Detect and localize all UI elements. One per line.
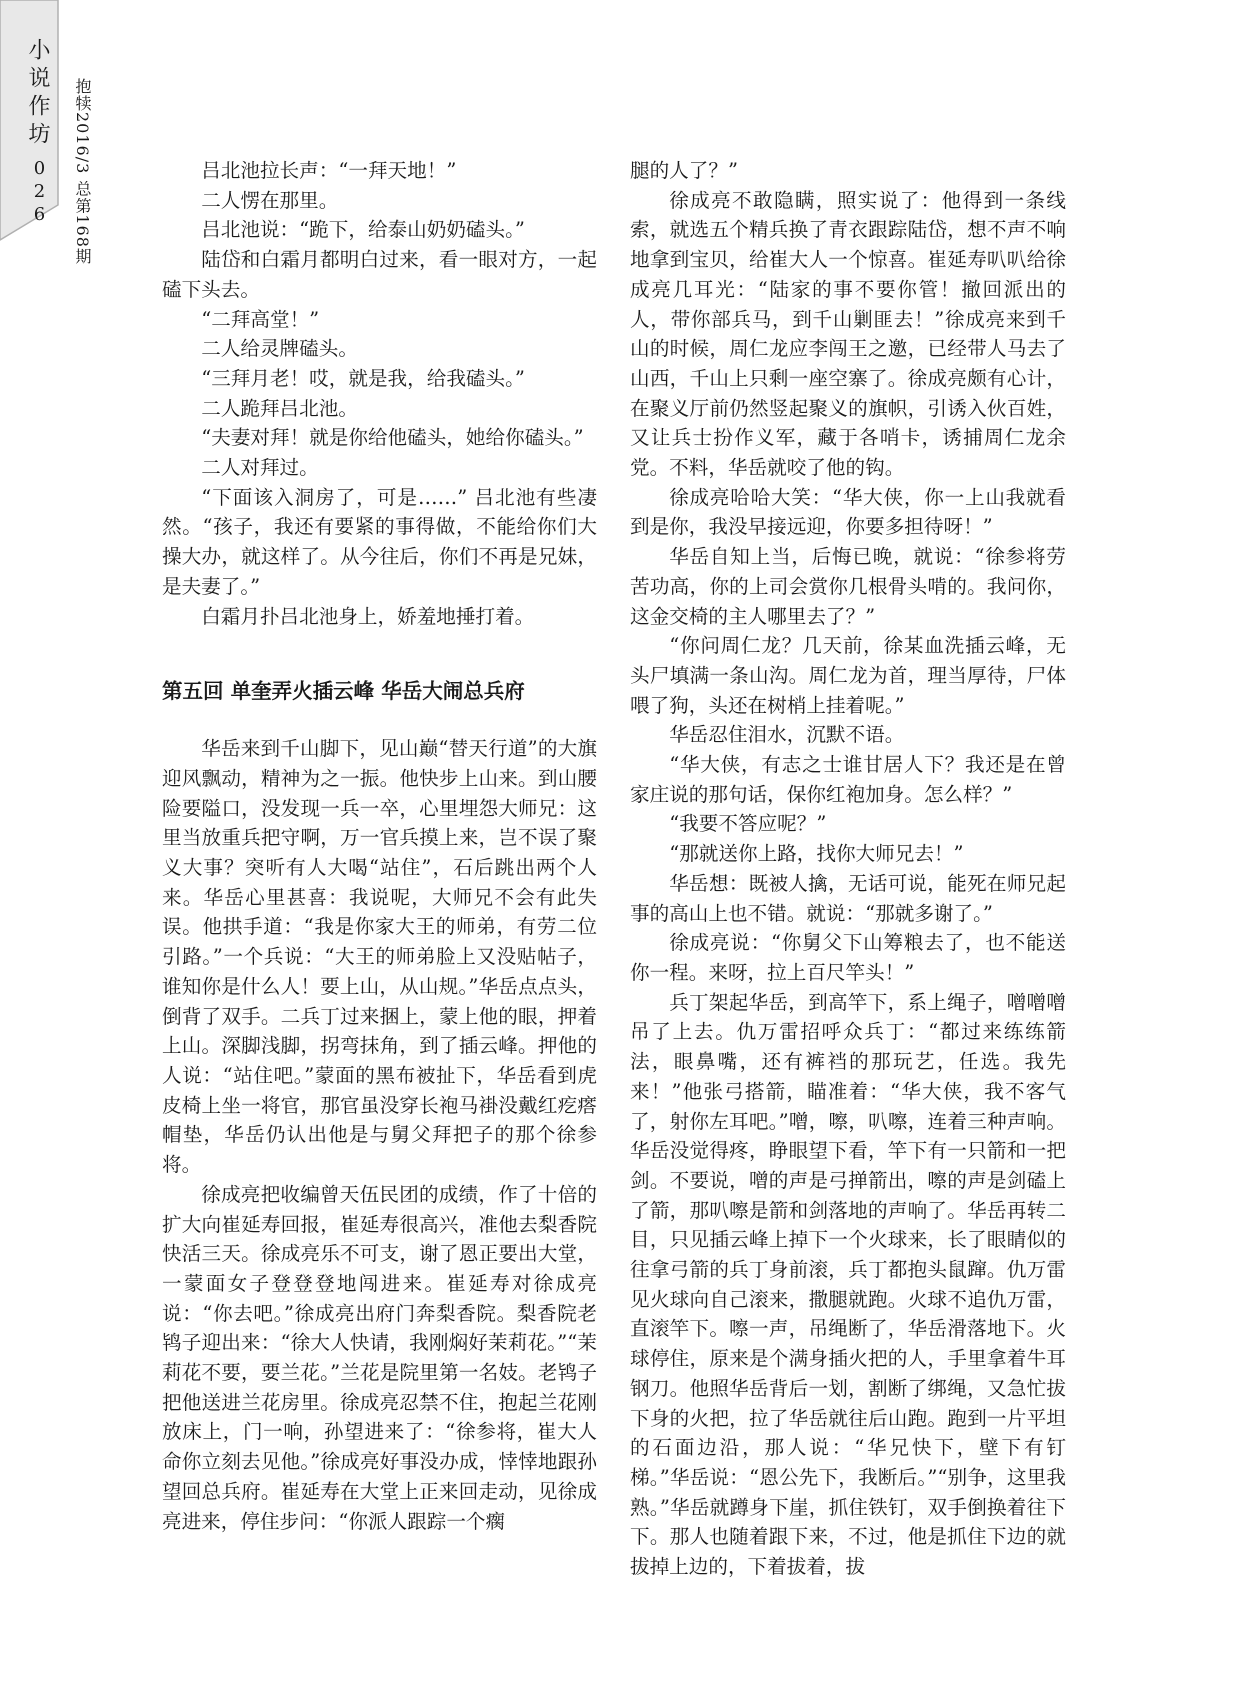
paragraph: “二拜高堂！” (201, 307, 320, 331)
paragraph: “下面该入洞房了，可是……” 吕北池有些凄然。“孩子，我还有要紧的事得做，不能给你们大操大办，就这样了。从今往后，你们不再是兄妹，是夫妻了。” (162, 485, 597, 598)
paragraph: “夫妻对拜！就是你给他磕头，她给你磕头。” (201, 426, 584, 450)
paragraph: “华大侠，有志之士谁甘居人下？我还是在曾家庄说的那句话，保你红袍加身。怎么样？” (630, 753, 1066, 806)
sidebar-tab (0, 0, 60, 250)
paragraph: 二人对拜过。 (201, 456, 319, 480)
paragraph: “那就送你上路，找你大师兄去！” (669, 842, 964, 866)
left-column (162, 156, 597, 1536)
left-paragraphs-before (162, 156, 597, 631)
paragraph: 吕北池说：“跪下，给泰山奶奶磕头。” (201, 218, 525, 242)
paragraph: “你问周仁龙？几天前，徐某血洗插云峰，无头尸填满一条山沟。周仁龙为首，理当厚待，尸体喂了狗，头还在树梢上挂着呢。” (630, 634, 1066, 717)
paragraph: 白霜月扑吕北池身上，娇羞地捶打着。 (201, 604, 535, 628)
paragraph: 徐成亮把收编曾天伍民团的成绩，作了十倍的扩大向崔延寿回报，崔延寿很高兴，准他去梨香院快活三天。徐成亮乐不可支，谢了恩正要出大堂，一蒙面女子登登登地闯进来。崔延寿对徐成亮说：“你去吧。”徐成亮出府门奔梨香院。梨香院老鸨子迎出来：“徐大人快请，我刚焖好茉莉花。”“茉莉花不要，要兰花。”兰花是院里第一名妓。老鸨子把他送进兰花房里。徐成亮忍禁不住，抱起兰花刚放床上，门一响，孙望进来了：“徐参将，崔大人命你立刻去见他。”徐成亮好事没办成，悻悻地跟孙望回总兵府。崔延寿在大堂上正来回走动，见徐成亮进来，停住步问：“你派人跟踪一个瘸 (162, 1182, 597, 1533)
left-paragraphs-after (162, 734, 597, 1536)
paragraph: 华岳自知上当，后悔已晚，就说：“徐参将劳苦功高，你的上司会赏你几根骨头啃的。我问你，这金交椅的主人哪里去了？” (630, 545, 1066, 628)
issue-info: 抱犊2016/3 总第168期 (73, 78, 92, 265)
paragraph: 腿的人了？” (630, 159, 738, 182)
paragraph: 二人跪拜吕北池。 (201, 396, 358, 420)
page-number: 026 (29, 158, 50, 227)
paragraph: 华岳想：既被人擒，无话可说，能死在师兄起事的高山上也不错。就说：“那就多谢了。” (630, 871, 1066, 925)
paragraph: 兵丁架起华岳，到高竿下，系上绳子，噌噌噌吊了上去。仇万雷招呼众兵丁：“都过来练练箭法，眼鼻嘴，还有裤裆的那玩艺，任选。我先来！”他张弓搭箭，瞄准着：“华大侠，我不客气了，射你左耳吧。”噌，嚓，叭嚓，连着三种声响。华岳没觉得疼，睁眼望下看，竿下有一只箭和一把剑。不要说，噌的声是弓掸箭出，嚓的声是剑磕上了箭，那叭嚓是箭和剑落地的声响了。华岳再转二目，只见插云峰上掉下一个火球来，长了眼睛似的往拿弓箭的兵丁身前滚，兵丁都抱头鼠蹿。仇万雷见火球向自己滚来，撒腿就跑。火球不追仇万雷，直滚竿下。嚓一声，吊绳断了，华岳滑落地下。火球停住，原来是个满身插火把的人，手里拿着牛耳钢刀。他照华岳背后一划，割断了绑绳，又急忙拔下身的火把，拉了华岳就往后山跑。跑到一片平坦的石面边沿，那人说：“华兄快下，壁下有钉梯。”华岳说：“恩公先下，我断后。”“别争，这里我熟。”华岳就蹲身下崖，抓住铁钉，双手倒换着往下下。那人也随着跟下来，不过，他是抓住下边的就拔掉上边的，下着拔着，拔 (630, 990, 1066, 1579)
paragraph: 徐成亮不敢隐瞒，照实说了：他得到一条线索，就选五个精兵换了青衣跟踪陆岱，想不声不响地拿到宝贝，给崔大人一个惊喜。崔延寿叭叭给徐成亮几耳光：“陆家的事不要你管！撤回派出的人，带你部兵马，到千山剿匪去！”徐成亮来到千山的时候，周仁龙应李闯王之邀，已经带人马去了山西，千山上只剩一座空寨了。徐成亮颇有心计，在聚义厅前仍然竖起聚义的旗帜，引诱入伙百姓，又让兵士扮作义军，藏于各哨卡，诱捕周仁龙余党。不料，华岳就咬了他的钩。 (630, 188, 1066, 480)
paragraph: 陆岱和白霜月都明白过来，看一眼对方，一起磕下头去。 (162, 248, 597, 301)
right-column (630, 156, 1066, 1582)
paragraph: 徐成亮说：“你舅父下山筹粮去了，也不能送你一程。来呀，拉上百尺竿头！” (630, 931, 1066, 984)
paragraph: “我要不答应呢？” (669, 812, 827, 836)
right-paragraphs (630, 156, 1066, 1582)
paragraph: 徐成亮哈哈大笑：“华大侠，你一上山我就看到是你，我没早接远迎，你要多担待呀！” (630, 485, 1066, 539)
section-label: 小说作坊 (25, 38, 50, 150)
paragraph: 吕北池拉长声：“一拜天地！” (201, 159, 457, 182)
paragraph: 华岳忍住泪水，沉默不语。 (669, 723, 905, 747)
chapter-title: 第五回 单奎弄火插云峰 华岳大闹总兵府 (162, 679, 525, 704)
paragraph: “三拜月老！哎，就是我，给我磕头。” (201, 366, 525, 390)
paragraph: 二人愣在那里。 (201, 188, 339, 212)
paragraph: 华岳来到千山脚下，见山巅“替天行道”的大旗迎风飘动，精神为之一振。他快步上山来。到山腰险要隘口，没发现一兵一卒，心里埋怨大师兄：这里当放重兵把守啊，万一官兵摸上来，岂不误了聚义大事？突听有人大喝“站住”，石后跳出两个人来。华岳心里甚喜：我说呢，大师兄不会有此失误。他拱手道：“我是你家大王的师弟，有劳二位引路。”一个兵说：“大王的师弟脸上又没贴帖子，谁知你是什么人！要上山，从山规。”华岳点点头，倒背了双手。二兵丁过来捆上，蒙上他的眼，押着上山。深脚浅脚，拐弯抹角，到了插云峰。押他的人说：“站住吧。”蒙面的黑布被扯下，华岳看到虎皮椅上坐一将官，那官虽没穿长袍马褂没戴红疙瘩帽垫，华岳仍认出他是与舅父拜把子的那个徐参将。 (162, 737, 597, 1177)
paragraph: 二人给灵牌磕头。 (201, 337, 358, 361)
